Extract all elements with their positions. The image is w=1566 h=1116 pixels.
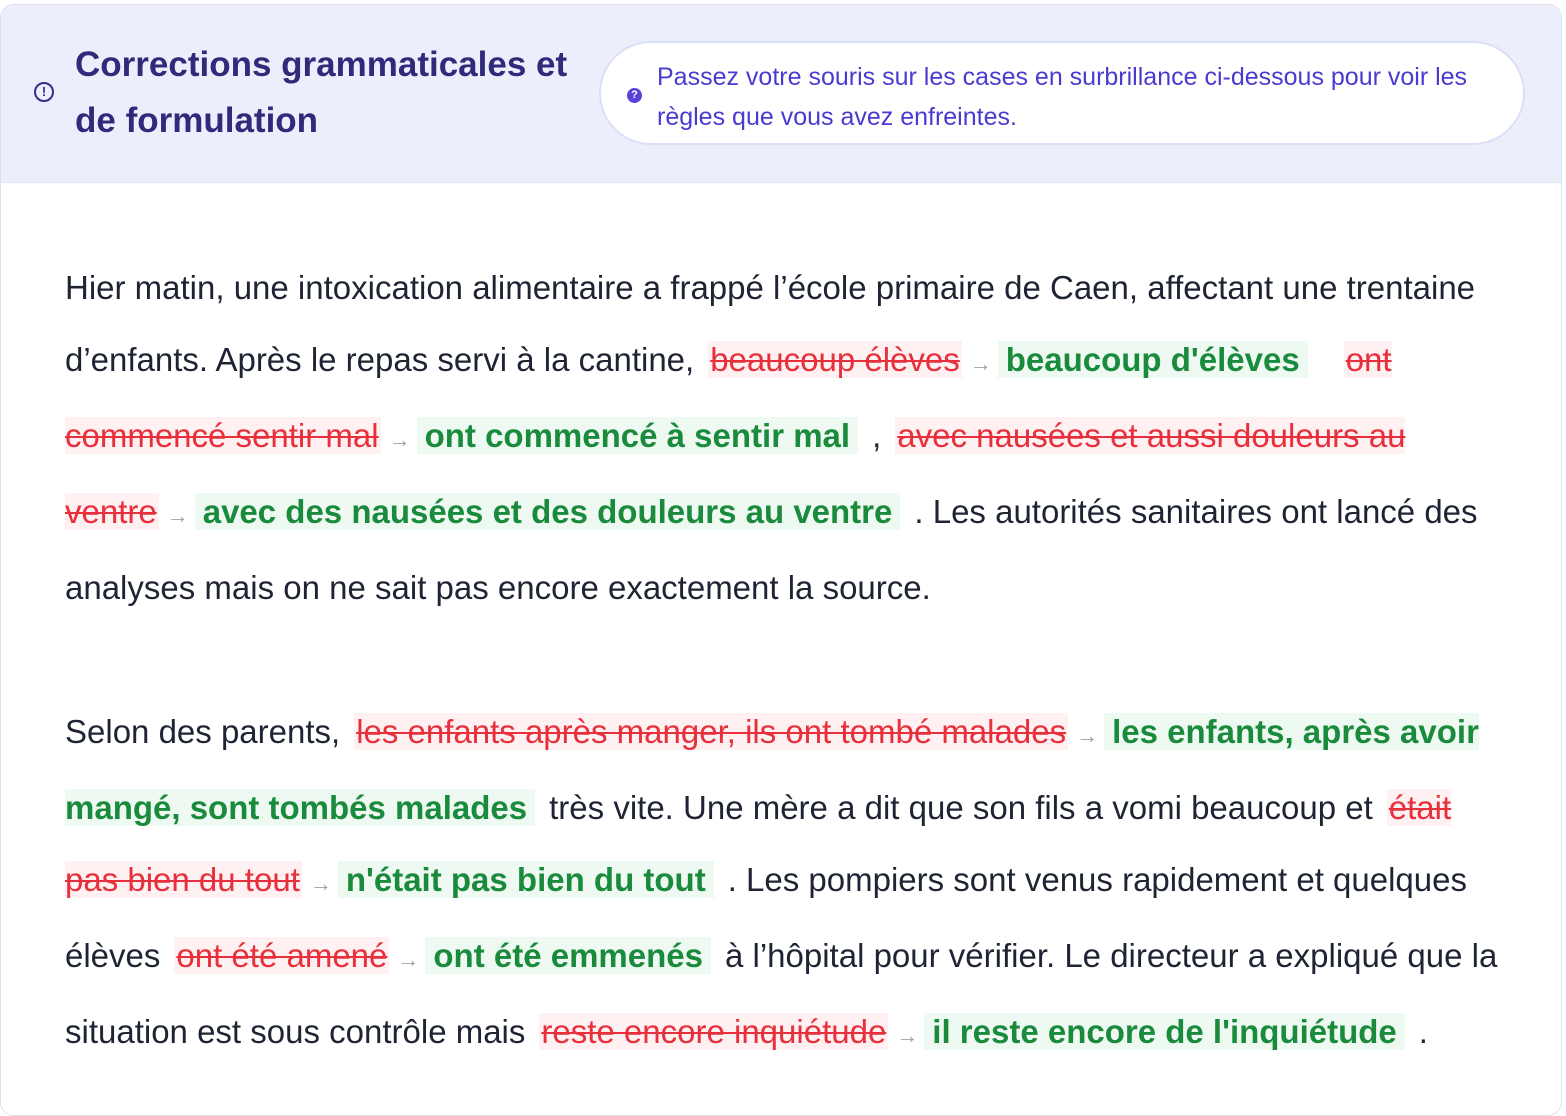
paragraph-1 — [65, 252, 1505, 624]
hint-text: Passez votre souris sur les cases en surbrillance ci-dessous pour voir les règles que vous avez enfreintes. — [657, 63, 1468, 131]
arrow-right-icon: → — [397, 947, 420, 972]
text-segment: . — [1418, 1013, 1428, 1050]
arrow-right-icon: → — [166, 503, 189, 528]
text-segment: à l’hôpital pour vérifier. Le directeur a expliqué que la situation est sous contrôle mais — [65, 937, 1498, 1050]
correction-deleted[interactable]: était pas bien du tout — [65, 789, 1452, 898]
text-segment: , — [872, 417, 882, 454]
correction-inserted[interactable]: n'était pas bien du tout — [338, 861, 714, 898]
correction-inserted[interactable]: avec des nausées et des douleurs au ventre — [195, 493, 901, 530]
text-segment: . Les autorités sanitaires ont lancé des analyses mais on ne sait pas encore exactement la source. — [65, 493, 1478, 606]
corrected-text — [65, 252, 1505, 1072]
text-segment: très vite. Une mère a dit que son fils a vomi beaucoup et — [549, 789, 1373, 826]
section-title: Corrections grammaticales et de formulation — [75, 45, 568, 140]
correction-deleted[interactable]: les enfants après manger, ils ont tombé malades — [356, 713, 1067, 750]
text-segment: Selon des parents, — [65, 713, 341, 750]
info-circle-icon: ! — [34, 82, 54, 102]
question-circle-icon: ? — [627, 88, 642, 103]
text-segment: Hier matin, une intoxication alimentaire a frappé l’école primaire de Caen, affectant une trentaine d’enfants. Après le repas servi à la cantine, — [65, 269, 1476, 378]
arrow-right-icon: → — [969, 351, 992, 376]
correction-inserted[interactable]: les enfants, après avoir mangé, sont tombés malades — [65, 713, 1479, 826]
correction-deleted[interactable]: ont commencé sentir mal — [65, 341, 1392, 454]
correction-deleted[interactable]: reste encore inquiétude — [541, 1013, 887, 1050]
correction-deleted[interactable]: avec nausées et aussi douleurs au ventre — [65, 417, 1406, 530]
correction-inserted[interactable]: il reste encore de l'inquiétude — [924, 1013, 1404, 1050]
hover-hint — [599, 41, 1525, 145]
correction-inserted[interactable]: beaucoup d'élèves — [998, 341, 1308, 378]
arrow-right-icon: → — [309, 871, 332, 896]
correction-deleted[interactable]: ont été amené — [176, 937, 388, 974]
text-segment: . Les pompiers sont venus rapidement et quelques élèves — [65, 861, 1467, 974]
grammar-corrections-card — [0, 4, 1562, 1116]
arrow-right-icon: → — [896, 1023, 919, 1048]
card-header — [1, 5, 1561, 183]
arrow-right-icon: → — [388, 427, 411, 452]
correction-deleted[interactable]: beaucoup élèves — [710, 341, 960, 378]
arrow-right-icon: → — [1076, 723, 1099, 748]
paragraph-2 — [65, 696, 1505, 1072]
correction-inserted[interactable]: ont été emmenés — [425, 937, 711, 974]
correction-inserted[interactable]: ont commencé à sentir mal — [417, 417, 858, 454]
